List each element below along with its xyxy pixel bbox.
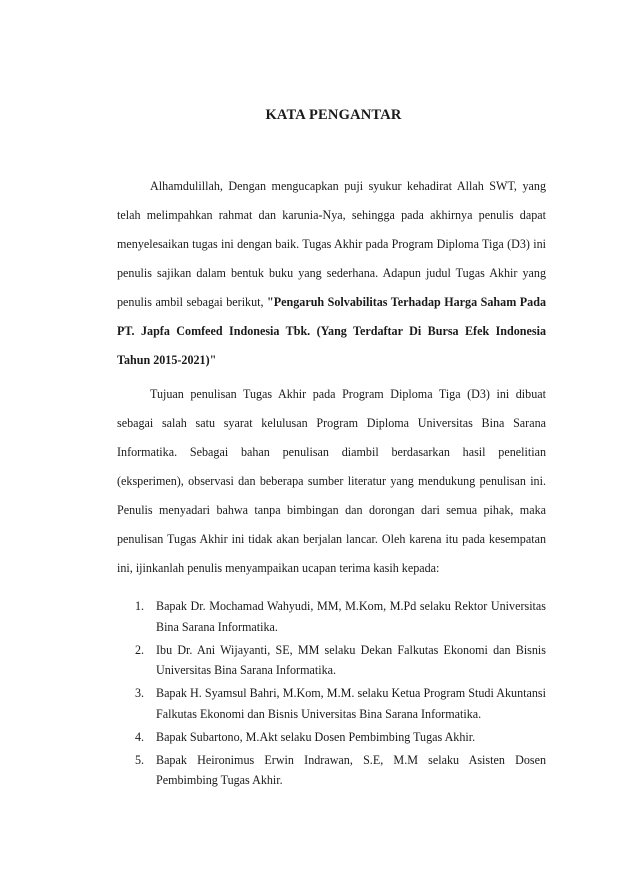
opening-paragraph — [117, 172, 546, 375]
list-item-text: Bapak Heironimus Erwin Indrawan, S.E, M.M selaku Asisten Dosen Pembimbing Tugas Akhir. — [156, 752, 546, 788]
list-item-number: 2. — [135, 642, 145, 657]
thesis-title: "Pengaruh Solvabilitas Terhadap Harga Saham Pada PT. Japfa Comfeed Indonesia Tbk. (Yang Terdaftar Di Bursa Efek Indonesia Tahun 2015-2021)" — [117, 295, 546, 367]
list-item — [117, 640, 546, 681]
list-item-text: Bapak Subartono, M.Akt selaku Dosen Pembimbing Tugas Akhir. — [156, 729, 476, 744]
list-item-text: Bapak Dr. Mochamad Wahyudi, MM, M.Kom, M.Pd selaku Rektor Universitas Bina Sarana Informatika. — [156, 599, 546, 634]
list-item — [117, 683, 546, 724]
list-item — [117, 727, 546, 748]
list-item-text: Ibu Dr. Ani Wijayanti, SE, MM selaku Dekan Falkutas Ekonomi dan Bisnis Universitas Bina Sarana Informatika. — [156, 642, 546, 678]
list-item-number: 4. — [135, 729, 145, 744]
list-item-number: 5. — [135, 752, 145, 767]
list-item-number: 3. — [135, 686, 145, 701]
purpose-paragraph-text: Tujuan penulisan Tugas Akhir pada Program Diploma Tiga (D3) ini dibuat sebagai salah satu syarat kelulusan Program Diploma Universitas Bina Sarana Informatika. Sebagai bahan penulisan diambil berdasarkan hasil penelitian (eksperimen), observasi dan beberapa sumber literatur yang mendukung penulisan ini. Penulis menyadari bahwa tanpa bimbingan dan dorongan dari semua pihak, maka penulisan Tugas Akhir ini tidak akan berjalan lancar. Oleh karena itu pada kesempatan ini, ijinkanlah penulis menyampaikan ucapan terima kasih kepada: — [117, 387, 546, 575]
list-item-text: Bapak H. Syamsul Bahri, M.Kom, M.M. selaku Ketua Program Studi Akuntansi Falkutas Ekonomi dan Bisnis Universitas Bina Sarana Informatika. — [156, 686, 546, 721]
acknowledgement-list — [117, 596, 546, 793]
page-title: KATA PENGANTAR — [265, 107, 402, 123]
list-item — [117, 750, 546, 791]
purpose-paragraph — [117, 380, 546, 583]
opening-paragraph-text: Alhamdulillah, Dengan mengucapkan puji syukur kehadirat Allah SWT, yang telah melimpahkan rahmat dan karunia-Nya, sehingga pada akhirnya penulis dapat menyelesaikan tugas ini dengan baik. Tugas Akhir pada Program Diploma Tiga (D3) ini penulis sajikan dalam bentuk buku yang sederhana. Adapun judul Tugas Akhir yang penulis ambil sebagai berikut, — [117, 179, 546, 309]
list-item-number: 1. — [135, 599, 145, 613]
list-item — [117, 596, 546, 637]
